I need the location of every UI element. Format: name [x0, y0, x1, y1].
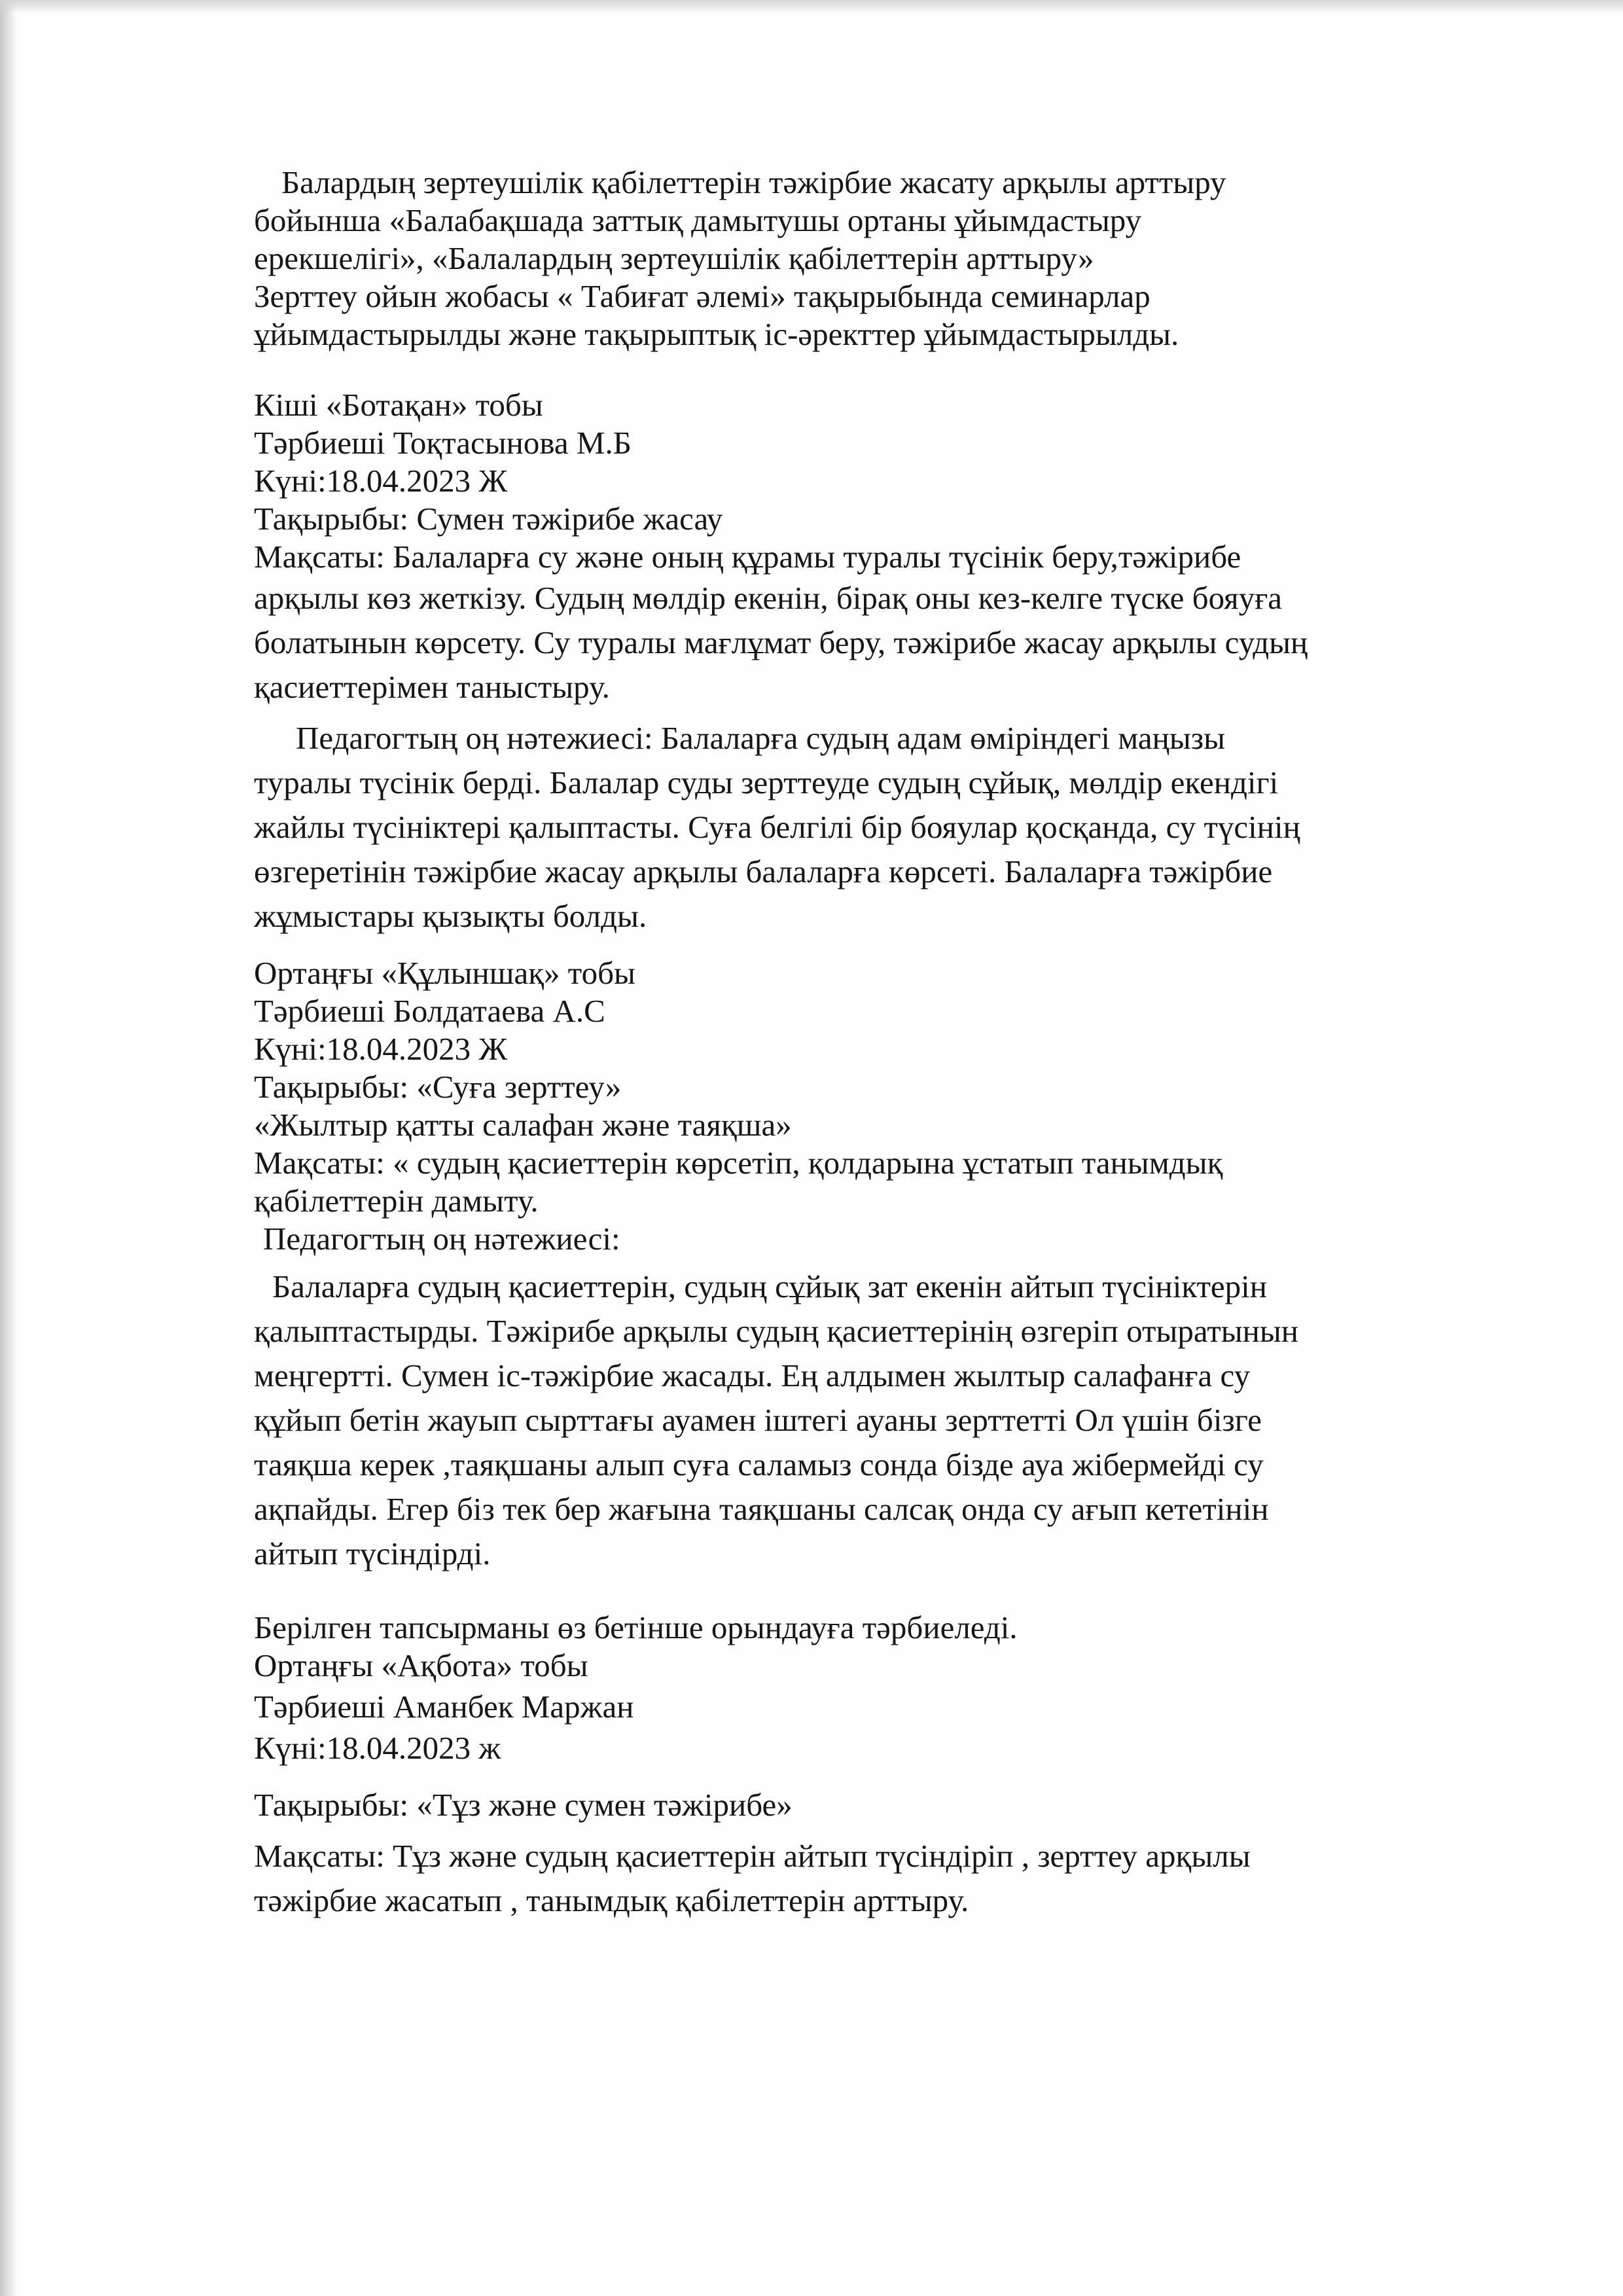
intro-line: Зерттеу ойын жобасы « Табиғат әлемі» тақырыбында семинарлар [254, 278, 1150, 314]
aim-line: қабілеттерін дамыту. [254, 1183, 539, 1219]
result-line: жайлы түсініктері қалыптасты. Суға белгілі бір бояулар қосқанда, су түсінің [254, 809, 1300, 845]
group-kulynshak-section [254, 954, 1517, 1647]
result-line: жұмыстары қызықты болды. [254, 898, 647, 934]
result-line: құйып бетін жауып сырттағы ауамен іштегі ауаны зерттетті Ол үшін бізге [254, 1402, 1262, 1438]
intro-line: бойынша «Балабақшада заттық дамытушы ортаны ұйымдастыру [254, 202, 1142, 238]
lesson-subtopic: «Жылтыр қатты салафан және таяқша» [254, 1107, 792, 1143]
result-line: өзгеретінін тәжірбие жасау арқылы балаларға көрсеті. Балаларға тәжірбие [254, 853, 1273, 889]
teacher-name: Тәрбиеші Тоқтасынова М.Б [254, 425, 632, 461]
aim-line: Мақсаты: Балаларға су және оның құрамы туралы түсінік беру,тәжірибе [254, 539, 1241, 575]
aim-line: қасиеттерімен таныстыру. [254, 669, 610, 705]
lesson-topic: Тақырыбы: «Тұз және сумен тәжірибе» [254, 1787, 793, 1823]
lesson-date: Күні:18.04.2023 Ж [254, 1031, 508, 1067]
group-name: Кіші «Ботақан» тобы [254, 387, 543, 423]
result-line: Балаларға судың қасиеттерін, судың сұйық зат екенін айтып түсініктерін [272, 1268, 1268, 1304]
result-line: таяқша керек ,таяқшаны алып суға саламыз сонда бізде ауа жібермейді су [254, 1446, 1264, 1482]
result-line: Педагогтың оң нәтежиесі: Балаларға судың адам өміріндегі маңызы [296, 720, 1226, 756]
document-body [254, 164, 1517, 1923]
group-akbota-section [254, 1647, 1517, 1923]
aim-line: Мақсаты: « судың қасиеттерін көрсетіп, қолдарына ұстатып танымдық [254, 1145, 1223, 1181]
result-line: меңгертті. Сумен іс-тәжірбие жасады. Ең алдымен жылтыр салафанға су [254, 1357, 1251, 1393]
group-name: Ортаңғы «Құлыншақ» тобы [254, 955, 635, 991]
intro-paragraph [254, 164, 1517, 353]
scan-shadow-top [0, 0, 1623, 13]
lesson-date: Күні:18.04.2023 Ж [254, 463, 508, 499]
teacher-name: Тәрбиеші Болдатаева А.С [254, 993, 605, 1029]
teacher-name: Тәрбиеші Аманбек Маржан [254, 1689, 634, 1725]
aim-line: Мақсаты: Тұз және судың қасиеттерін айтып түсіндіріп , зерттеу арқылы [254, 1838, 1251, 1874]
intro-line: ерекшелігі», «Балалардың зертеушілік қабілеттерін арттыру» [254, 240, 1094, 276]
group-botakan-section [254, 386, 1517, 939]
result-line: айтып түсіндірді. [254, 1535, 491, 1571]
result-line: ақпайды. Егер біз тек бер жағына таяқшаны салсақ онда су ағып кететінін [254, 1491, 1269, 1527]
result-heading: Педагогтың оң нәтежиесі: [263, 1221, 620, 1257]
aim-line: болатынын көрсету. Су туралы мағлұмат беру, тәжірибе жасау арқылы судың [254, 624, 1308, 660]
intro-line: ұйымдастырылды және тақырыптық іс-әректтер ұйымдастырылды. [254, 316, 1179, 352]
intro-line: Балардың зертеушілік қабілеттерін тәжірбие жасату арқылы арттыру [281, 164, 1226, 200]
scan-shadow-left [0, 0, 17, 2296]
lesson-topic: Тақырыбы: «Суға зерттеу» [254, 1069, 622, 1105]
result-line: туралы түсінік берді. Балалар суды зерттеуде судың сұйық, мөлдір екендігі [254, 764, 1279, 800]
result-line: қалыптастырды. Тәжірибе арқылы судың қасиеттерінің өзгеріп отыратынын [254, 1313, 1299, 1349]
aim-line: арқылы көз жеткізу. Судың мөлдір екенін, бірақ оны кез-келге түске бояуға [254, 580, 1283, 616]
aim-line: тәжірбие жасатып , танымдық қабілеттерін арттыру. [254, 1882, 969, 1918]
lesson-topic: Тақырыбы: Сумен тәжірибе жасау [254, 501, 723, 537]
group-name: Ортаңғы «Ақбота» тобы [254, 1647, 588, 1683]
lesson-date: Күні:18.04.2023 ж [254, 1730, 501, 1766]
closing-line: Берілген тапсырманы өз бетінше орындауға тәрбиеледі. [254, 1609, 1018, 1645]
